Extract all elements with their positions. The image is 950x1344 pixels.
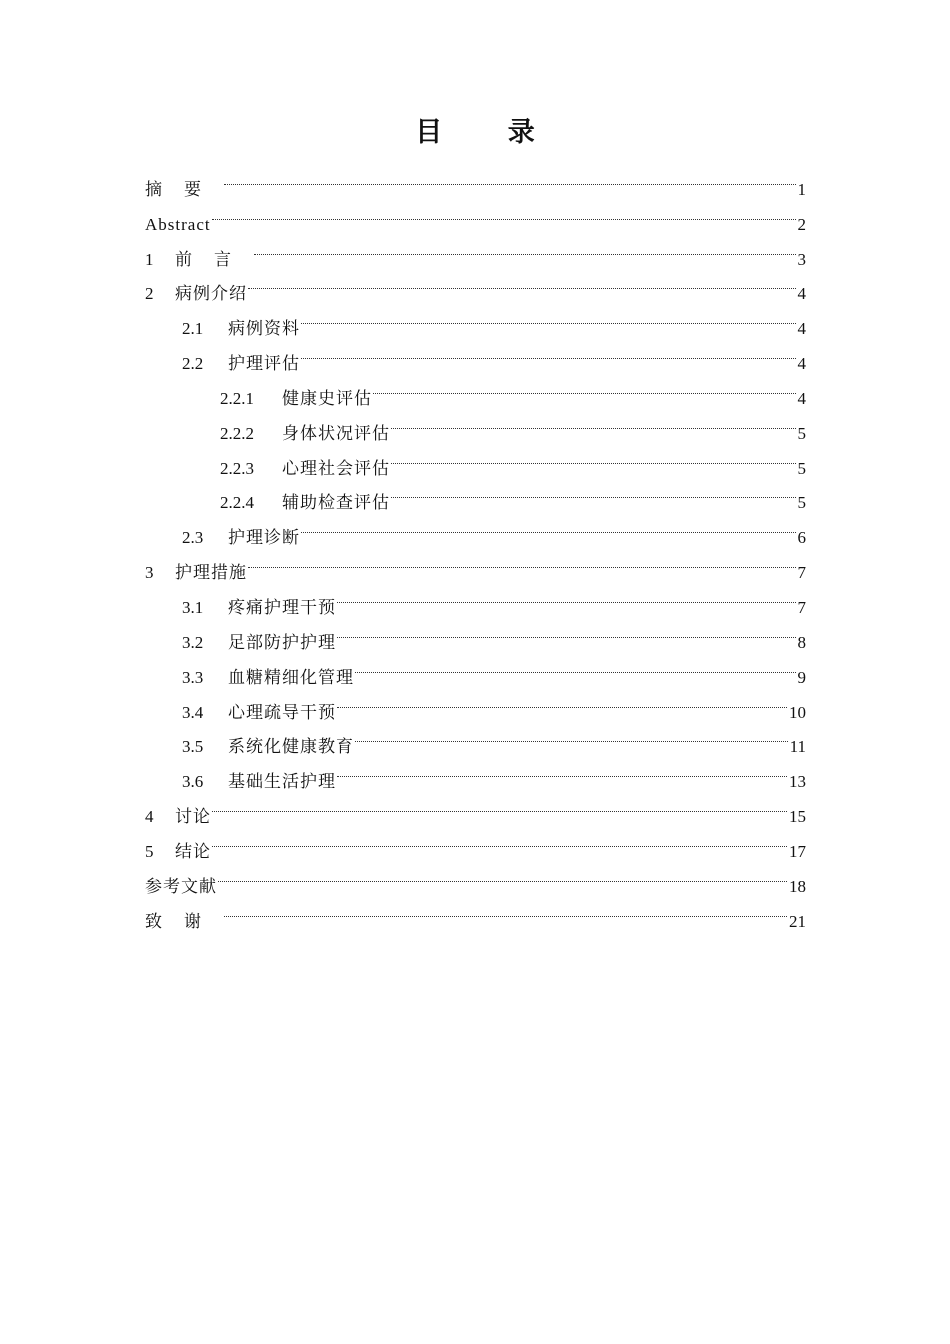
- toc-entry-label: 系统化健康教育: [228, 737, 354, 757]
- dot-leader: [224, 160, 796, 195]
- dot-leader: [337, 752, 787, 787]
- toc-entry-page-number: 4: [797, 388, 806, 408]
- toc-entry-page-number: 17: [789, 841, 806, 861]
- toc-entry-label: 致谢: [145, 911, 223, 931]
- toc-entry-number: 2.2.3: [220, 458, 254, 478]
- dot-leader: [391, 404, 796, 439]
- toc-entry-number: 1: [145, 249, 154, 269]
- toc-entry-number: 2.2.2: [220, 423, 254, 443]
- dot-leader: [391, 439, 796, 474]
- toc-entry-page-number: 13: [789, 772, 806, 792]
- toc-entry-number: 3: [145, 563, 154, 583]
- toc-entry-number: 3.2: [182, 632, 204, 652]
- toc-entry-number: 5: [145, 841, 154, 861]
- toc-entry-label: 足部防护护理: [228, 632, 336, 652]
- toc-entry-page-number: 9: [797, 667, 806, 687]
- toc-entry-number: 2.2: [182, 354, 204, 374]
- toc-entry-number: 3.3: [182, 667, 204, 687]
- toc-entry-label: 病例资料: [228, 319, 300, 339]
- toc-entry-label: Abstract: [145, 214, 211, 234]
- dot-leader: [301, 334, 796, 369]
- toc-entry-number: 4: [145, 807, 154, 827]
- dot-leader: [391, 474, 796, 509]
- toc-entry-page-number: 5: [797, 423, 806, 443]
- dot-leader: [224, 892, 787, 927]
- toc-entry-label: 摘要: [145, 179, 223, 199]
- toc-entry-page-number: 2: [797, 214, 806, 234]
- toc-entry-label: 心理疏导干预: [228, 702, 336, 722]
- toc-entry-number: 3.1: [182, 597, 204, 617]
- toc-entry-number: 2.2.1: [220, 388, 254, 408]
- toc-entry[interactable]: [145, 892, 806, 931]
- toc-entry-number: 2.2.4: [220, 493, 254, 513]
- toc-entry-number: 2: [145, 284, 154, 304]
- toc-entry-page-number: 5: [797, 458, 806, 478]
- toc-entry-label: 健康史评估: [282, 388, 372, 408]
- toc-entry-label: 护理措施: [175, 563, 247, 583]
- toc-entry-label: 病例介绍: [175, 284, 247, 304]
- toc-entry-page-number: 4: [797, 284, 806, 304]
- dot-leader: [218, 857, 787, 892]
- dot-leader: [212, 822, 787, 857]
- toc-entry[interactable]: [145, 822, 806, 861]
- table-of-contents: [145, 160, 806, 931]
- toc-entry-label: 结论: [175, 841, 211, 861]
- toc-entry-label: 基础生活护理: [228, 772, 336, 792]
- toc-entry-label: 身体状况评估: [282, 423, 390, 443]
- toc-entry-page-number: 11: [789, 737, 806, 757]
- toc-entry-page-number: 8: [797, 632, 806, 652]
- toc-entry-page-number: 10: [789, 702, 806, 722]
- toc-entry-number: 2.3: [182, 528, 204, 548]
- toc-entry-number: 3.6: [182, 772, 204, 792]
- toc-entry-page-number: 5: [797, 493, 806, 513]
- toc-title: 目 录: [415, 117, 563, 148]
- toc-entry-page-number: 7: [797, 597, 806, 617]
- toc-entry-page-number: 7: [797, 563, 806, 583]
- dot-leader: [212, 195, 796, 230]
- toc-entry-page-number: 21: [789, 911, 806, 931]
- dot-leader: [248, 265, 796, 300]
- toc-entry-label: 护理诊断: [228, 528, 300, 548]
- toc-entry-label: 参考文献: [145, 876, 217, 896]
- dot-leader: [254, 230, 796, 265]
- toc-entry-label: 心理社会评估: [282, 458, 390, 478]
- toc-entry-number: 3.5: [182, 737, 204, 757]
- toc-entry[interactable]: [145, 160, 806, 199]
- dot-leader: [355, 648, 796, 683]
- toc-entry-label: 前言: [175, 249, 253, 269]
- toc-entry-page-number: 4: [797, 354, 806, 374]
- toc-entry-page-number: 15: [789, 807, 806, 827]
- toc-entry[interactable]: [145, 857, 806, 896]
- toc-entry[interactable]: [145, 787, 806, 827]
- toc-entry-page-number: 4: [797, 319, 806, 339]
- toc-entry-label: 血糖精细化管理: [228, 667, 354, 687]
- toc-entry[interactable]: [145, 230, 806, 269]
- toc-entry-number: 3.4: [182, 702, 204, 722]
- dot-leader: [337, 683, 787, 718]
- toc-entry-label: 讨论: [175, 807, 211, 827]
- toc-entry-page-number: 6: [797, 528, 806, 548]
- dot-leader: [212, 787, 787, 822]
- dot-leader: [301, 299, 796, 334]
- toc-entry-label: 疼痛护理干预: [228, 597, 336, 617]
- dot-leader: [337, 578, 796, 613]
- dot-leader: [337, 613, 796, 648]
- toc-entry-label: 辅助检查评估: [282, 493, 390, 513]
- toc-entry-number: 2.1: [182, 319, 204, 339]
- dot-leader: [248, 543, 796, 578]
- dot-leader: [301, 508, 796, 543]
- toc-entry-label: 护理评估: [228, 354, 300, 374]
- dot-leader: [355, 718, 788, 753]
- dot-leader: [373, 369, 796, 404]
- toc-entry-page-number: 18: [789, 876, 806, 896]
- toc-entry-page-number: 1: [797, 179, 806, 199]
- toc-entry[interactable]: [145, 195, 806, 234]
- toc-entry-page-number: 3: [797, 249, 806, 269]
